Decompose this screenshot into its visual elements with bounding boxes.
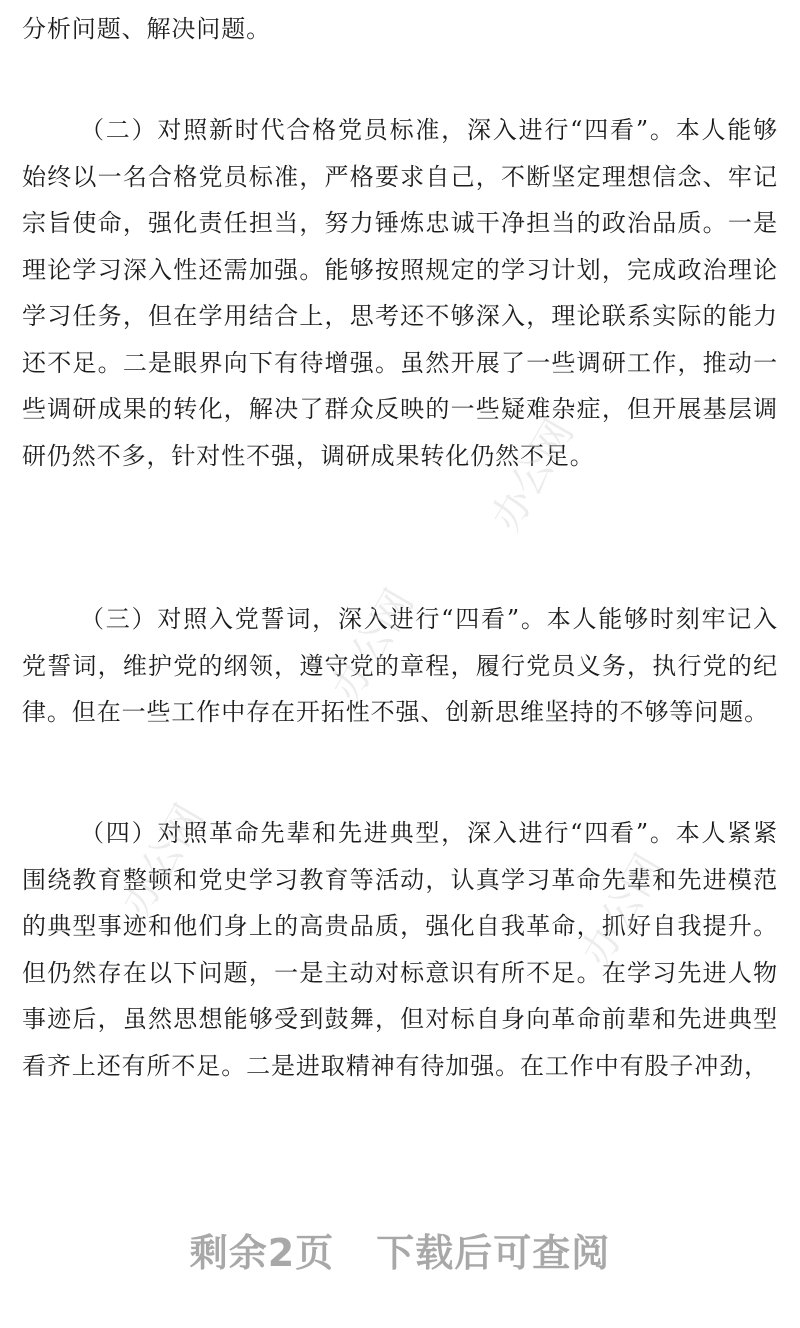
- paragraph-section-3: （三）对照入党誓词，深入进行“四看”。本人能够时刻牢记入党誓词，维护党的纲领，遵守党的章程，履行党员义务，执行党的纪律。但在一些工作中存在开拓性不强、创新思维坚持的不够等问题。: [22, 605, 778, 726]
- watermark: 办公网: [323, 581, 423, 709]
- download-hint-label: 下载后可查阅: [376, 1231, 611, 1275]
- paragraph-section-4: （四）对照革命先辈和先进典型，深入进行“四看”。本人紧紧围绕教育整顿和党史学习教育等活动，认真学习革命先辈和先进模范的典型事迹和他们身上的高贵品质，强化自我革命，抓好自我提升。但仍然存在以下问题，一是主动对标意识有所不足。在学习先进人物事迹后，虽然思想能够受到鼓舞，但对标自身向革命前辈和先进典型看齐上还有所不足。二是进取精神有待加强。在工作中有股子冲劲，: [22, 819, 778, 1080]
- download-prompt[interactable]: [0, 1222, 800, 1277]
- watermark: 办公网: [113, 796, 213, 924]
- paragraph-section-2: （二）对照新时代合格党员标准，深入进行“四看”。本人能够始终以一名合格党员标准，严格要求自己，不断坚定理想信念、牢记宗旨使命，强化责任担当，努力锤炼忠诚干净担当的政治品质。一是理论学习深入性还需加强。能够按照规定的学习计划，完成政治理论学习任务，但在学用结合上，思考还不够深入，理论联系实际的能力还不足。二是眼界向下有待增强。虽然开展了一些调研工作，推动一些调研成果的转化，解决了群众反映的一些疑难杂症，但开展基层调研仍然不多，针对性不强，调研成果转化仍然不足。: [22, 116, 778, 470]
- remaining-pages-label: 剩余2页: [189, 1231, 335, 1275]
- watermark: 办公网: [573, 846, 673, 974]
- paragraph-continuation: 分析问题、解决问题。: [22, 15, 271, 43]
- watermark: 办公网: [483, 411, 583, 539]
